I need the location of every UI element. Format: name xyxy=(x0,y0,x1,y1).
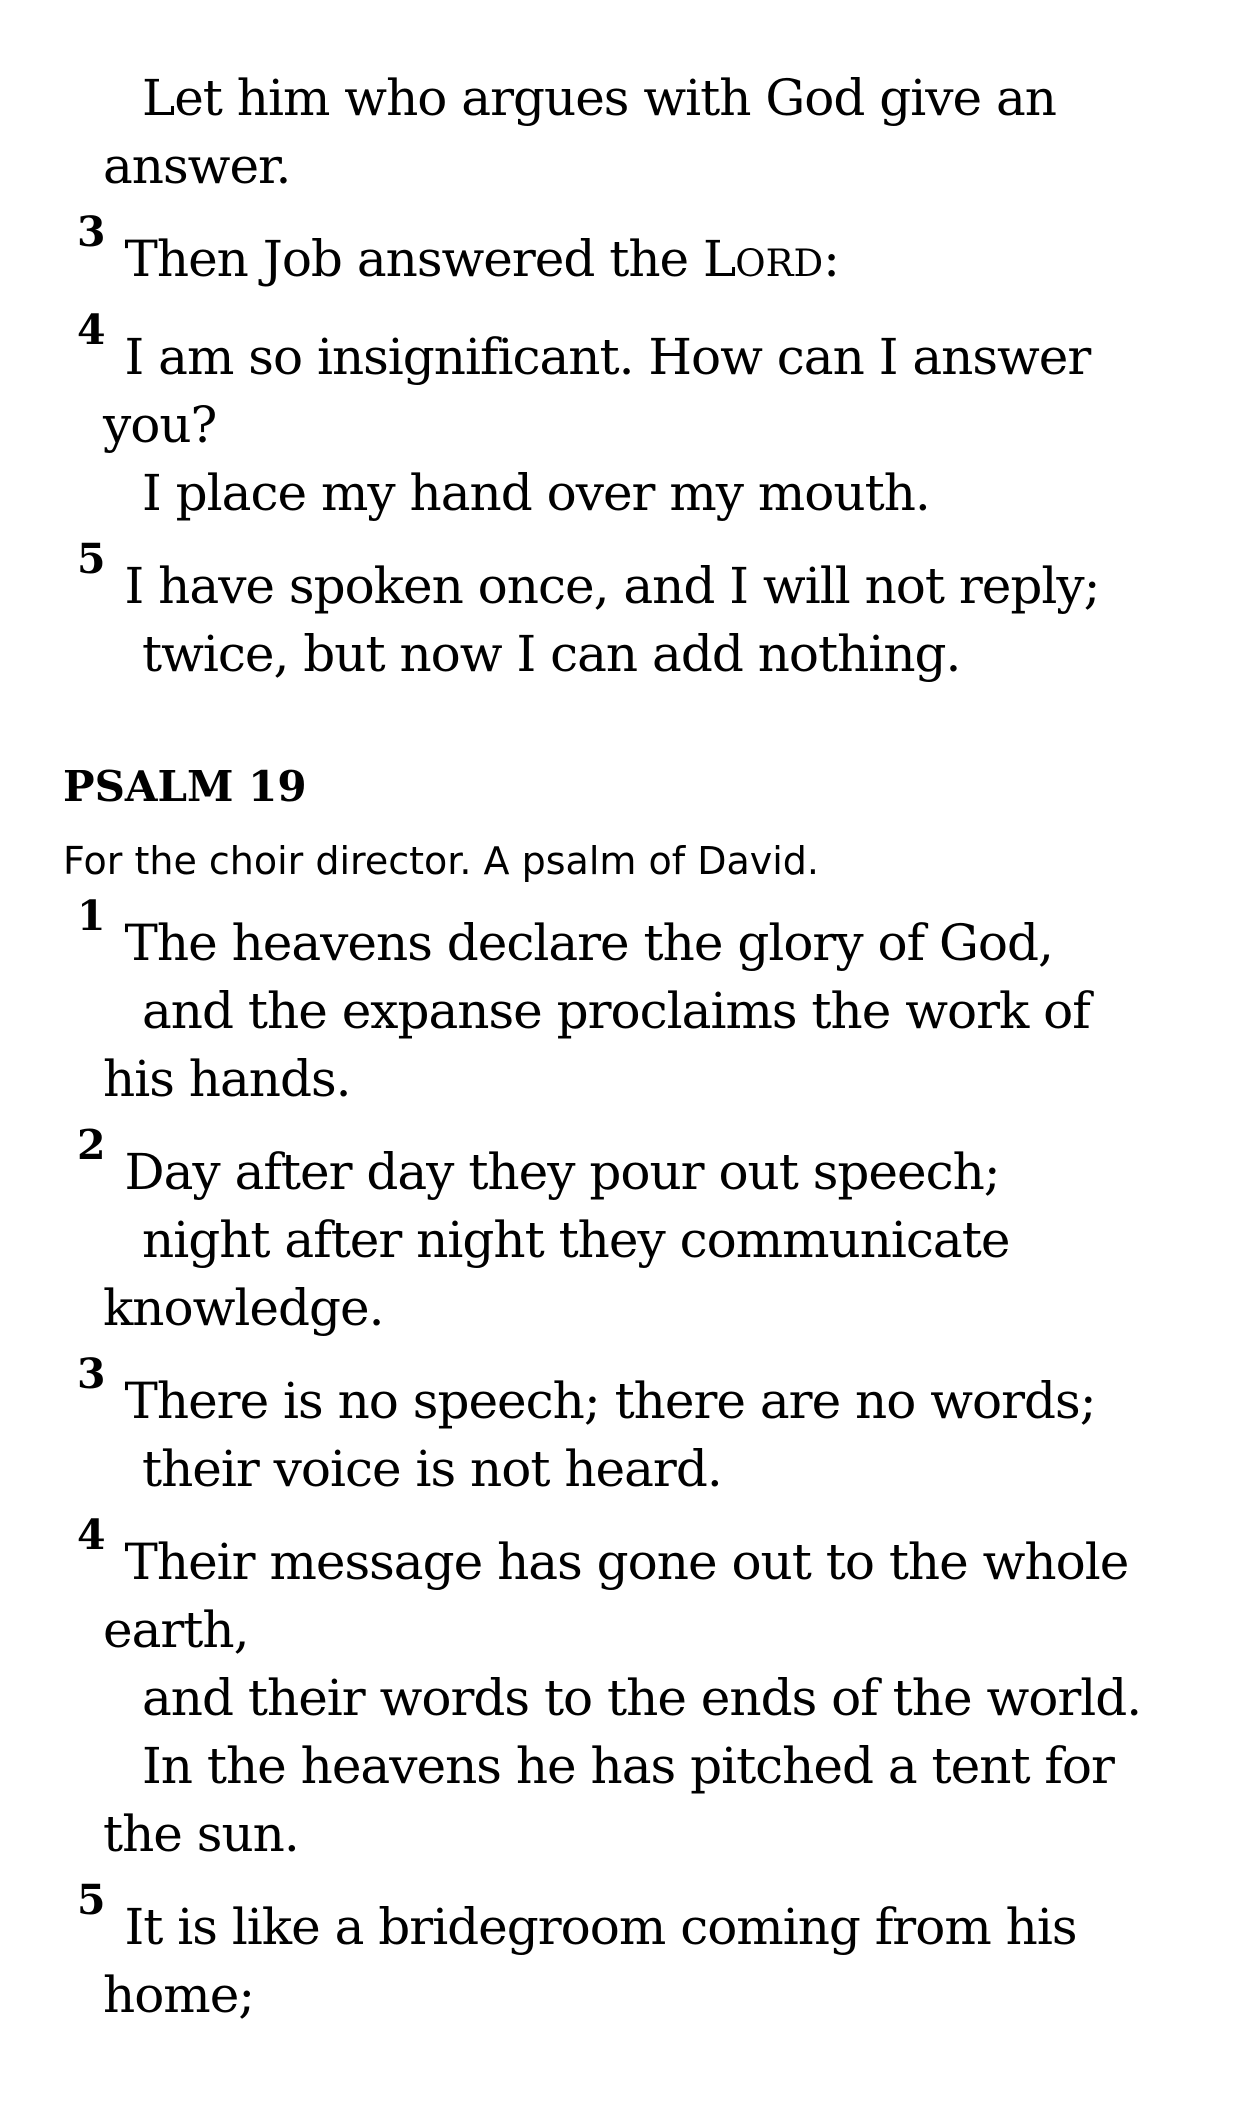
poetry-line xyxy=(63,1596,1212,1664)
line-text: and the expanse proclaims the work of xyxy=(142,982,1090,1040)
line-text: night after night they communicate xyxy=(142,1211,1010,1269)
line-text: Then Job answered the L xyxy=(124,230,736,288)
verse-line: 3 There is no speech; there are no words; xyxy=(77,1350,1096,1430)
line-text: and their words to the ends of the world. xyxy=(142,1669,1142,1727)
verse-line: 5 I have spoken once, and I will not reply; xyxy=(77,535,1100,615)
verse-line: 4 I am so insignificant. How can I answer xyxy=(77,306,1091,386)
psalm-subtitle: For the choir director. A psalm of David. xyxy=(63,839,819,883)
poetry-line xyxy=(63,1961,1212,2029)
psalm-passage-lines xyxy=(63,892,1212,2029)
poetry-line xyxy=(63,620,1212,688)
line-text: his hands. xyxy=(103,1050,351,1108)
divine-name-small-caps: ORD xyxy=(735,242,824,285)
poetry-line xyxy=(63,1800,1212,1868)
poetry-line xyxy=(63,1045,1212,1113)
job-passage-lines xyxy=(63,64,1212,688)
verse-line: 2 Day after day they pour out speech; xyxy=(77,1121,1000,1201)
line-text: There is no speech; there are no words; xyxy=(124,1372,1096,1430)
poetry-line xyxy=(63,459,1212,527)
line-text: I have spoken once, and I will not reply; xyxy=(124,557,1100,615)
line-text: their voice is not heard. xyxy=(142,1440,722,1498)
poetry-line xyxy=(63,1664,1212,1732)
poetry-line xyxy=(63,1732,1212,1800)
line-text: I am so insignificant. How can I answer xyxy=(124,328,1091,386)
line-text: It is like a bridegroom coming from his xyxy=(124,1898,1077,1956)
verse-line: 3 Then Job answered the LORD: xyxy=(77,208,839,288)
psalm-heading: PSALM 19 xyxy=(63,762,307,811)
poetry-line xyxy=(63,1274,1212,1342)
line-text: In the heavens he has pitched a tent for xyxy=(142,1737,1114,1795)
line-text: knowledge. xyxy=(103,1279,384,1337)
poetry-line xyxy=(63,132,1212,200)
line-text: home; xyxy=(103,1966,255,2024)
line-text: answer. xyxy=(103,137,291,195)
line-text: Day after day they pour out speech; xyxy=(124,1143,1000,1201)
line-text: The heavens declare the glory of God, xyxy=(124,914,1053,972)
line-text: : xyxy=(823,230,839,288)
line-text: you? xyxy=(103,396,217,454)
line-text: I place my hand over my mouth. xyxy=(142,464,930,522)
verse-line: 4 Their message has gone out to the whole xyxy=(77,1511,1129,1591)
line-text: Let him who argues with God give an xyxy=(142,69,1056,127)
line-text: twice, but now I can add nothing. xyxy=(142,625,961,683)
verse-line: 1 The heavens declare the glory of God, xyxy=(77,892,1053,972)
line-text: the sun. xyxy=(103,1805,299,1863)
poetry-line xyxy=(63,64,1212,132)
poetry-line xyxy=(63,391,1212,459)
verse-line: 5 It is like a bridegroom coming from his xyxy=(77,1876,1077,1956)
poetry-line xyxy=(63,1206,1212,1274)
line-text: earth, xyxy=(103,1601,249,1659)
poetry-line xyxy=(63,977,1212,1045)
poetry-line xyxy=(63,1435,1212,1503)
line-text: Their message has gone out to the whole xyxy=(124,1533,1129,1591)
